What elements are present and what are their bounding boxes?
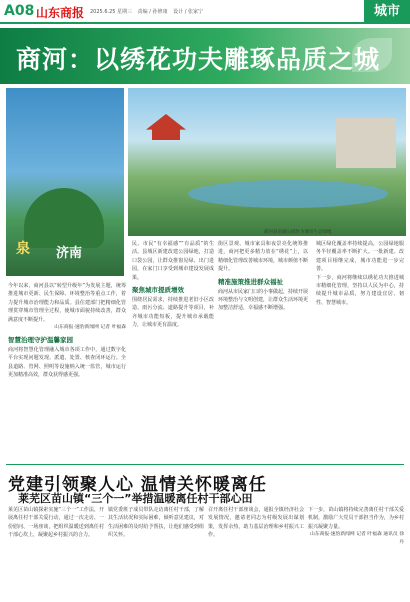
article-column-last	[308, 506, 404, 547]
pond-shape	[188, 180, 388, 208]
photo-logo-sub: 济南	[56, 246, 83, 261]
hero-banner	[0, 28, 410, 84]
paragraph: 商河将智慧化管理融入城市各项工作中，通过数字化平台实现问题发现、派遣、处置、核查闭环运行。全县道路、管网、照明等设施纳入统一监管，城市运行更加精准高效，群众获得感更强。	[8, 347, 126, 379]
issue-date: 2025.6.25 星期三	[90, 9, 133, 15]
designer-credit: 设计 / 张家宁	[173, 9, 203, 15]
subheading: 聚焦城市提质增效	[132, 286, 184, 295]
pavilion-shape	[146, 114, 186, 140]
paragraph: 商河从市民家门口的小事做起，持续开展环境整治与文明创建，让群众生活环境更加整洁舒适，幸福感不断增强。	[218, 288, 309, 312]
photo-logo-main: 泉	[16, 241, 30, 257]
issue-meta	[90, 8, 207, 15]
paragraph: 今年以来，商河县以“转型升级年”为发展主题，统筹推进城市更新、民生保障、环境整治等重点工作，着力提升城市治理能力和品质。县住建部门把精细化管理贯穿城市管理全过程，使城市面貌持续改善，群众满意度不断提升。	[8, 283, 126, 323]
paragraph: 召开离任村干部座谈会，通报全镇经济社会发展情况，邀请老同志为村级发展出谋划策，发挥余热，助力基层治理和乡村振兴工作。	[208, 507, 304, 539]
photo-logo	[16, 238, 116, 266]
subheading: 精准施策推进群众福祉	[218, 277, 283, 286]
paragraph: 民、市民“有幸福感”“有品质”的生活。县城区新建改建公园绿地，打造口袋公园，让群众推窗见绿、出门进园，在家门口享受到城市建设发展成果。	[132, 241, 214, 281]
leaf-decoration-icon	[352, 38, 392, 72]
paragraph: 下一步，苗山镇将持续完善离任村干部关爱机制，激励广大党员干部担当作为，为乡村振兴凝聚力量。	[308, 507, 404, 530]
paragraph: 街区景观、城市家具和夜景亮化统筹推进，商河把更多精力放在“绣花”上，以精细化管理改善城市环境，城市颜值不断提升。	[218, 241, 309, 273]
city-photo-left	[6, 88, 124, 276]
headline: 商河：以绣花功夫雕琢品质之城	[16, 45, 381, 74]
park-photo	[128, 88, 406, 236]
article-column-1	[8, 282, 126, 380]
paragraph: 镇党委班子成员带队走访离任村干部，了解其生活状况和实际困难，倾听意见建议，对生活困难的及时给予帮扶，让他们感受到组织关怀。	[108, 507, 204, 539]
byline: 山东商报·速豹新闻网 记者 叶福森 通讯员 徐丹	[310, 532, 404, 546]
masthead-bar	[0, 0, 410, 24]
building-shape	[336, 118, 396, 168]
page-number: A08	[4, 3, 35, 19]
editor-credit: 责编 / 孙修康	[137, 9, 168, 15]
divider	[6, 464, 404, 465]
photo-caption: 商河县南湖公园作为城市生态绿地	[264, 230, 332, 235]
subheading: 智慧治理守护温馨家园	[8, 336, 73, 345]
section-tab: 城市	[364, 0, 410, 24]
paragraph: 莱芜区苗山镇探索实施“三个一”工作法，开展离任村干部关爱行动，通过一次走访、一份慰问、一场座谈，把组织温暖送到离任村干部心坎上，凝聚起乡村振兴的合力。	[8, 507, 104, 539]
article-column-2	[132, 240, 214, 330]
article-column-4	[316, 240, 404, 307]
paragraph: 下一步，商河将继续以绣花功夫推进城市精细化管理，坚持以人民为中心，持续提升城市品质，努力建设宜居、韧性、智慧城市。	[316, 274, 404, 306]
byline: 山东商报·速豹新闻网 记者 叶福森	[54, 325, 126, 331]
paragraph: 城区绿化覆盖率持续提高，公园绿地服务半径覆盖率不断扩大。一批新建、改建项目相继完成，城市功能进一步完善。	[316, 241, 404, 273]
newspaper-brand: 山东商报	[36, 6, 85, 20]
second-headline: 党建引领聚人心 温情关怀暖离任	[8, 475, 267, 495]
second-subheadline: 莱芜区苗山镇“三个一”举措温暖离任村干部心田	[18, 492, 253, 505]
article-column-3	[218, 240, 308, 313]
paragraph: 围绕居民需求，持续推进老旧小区改造、雨污分流、道路提升等项目，补齐城市功能短板，提升城市承载能力，让城市更有温度。	[132, 297, 214, 329]
